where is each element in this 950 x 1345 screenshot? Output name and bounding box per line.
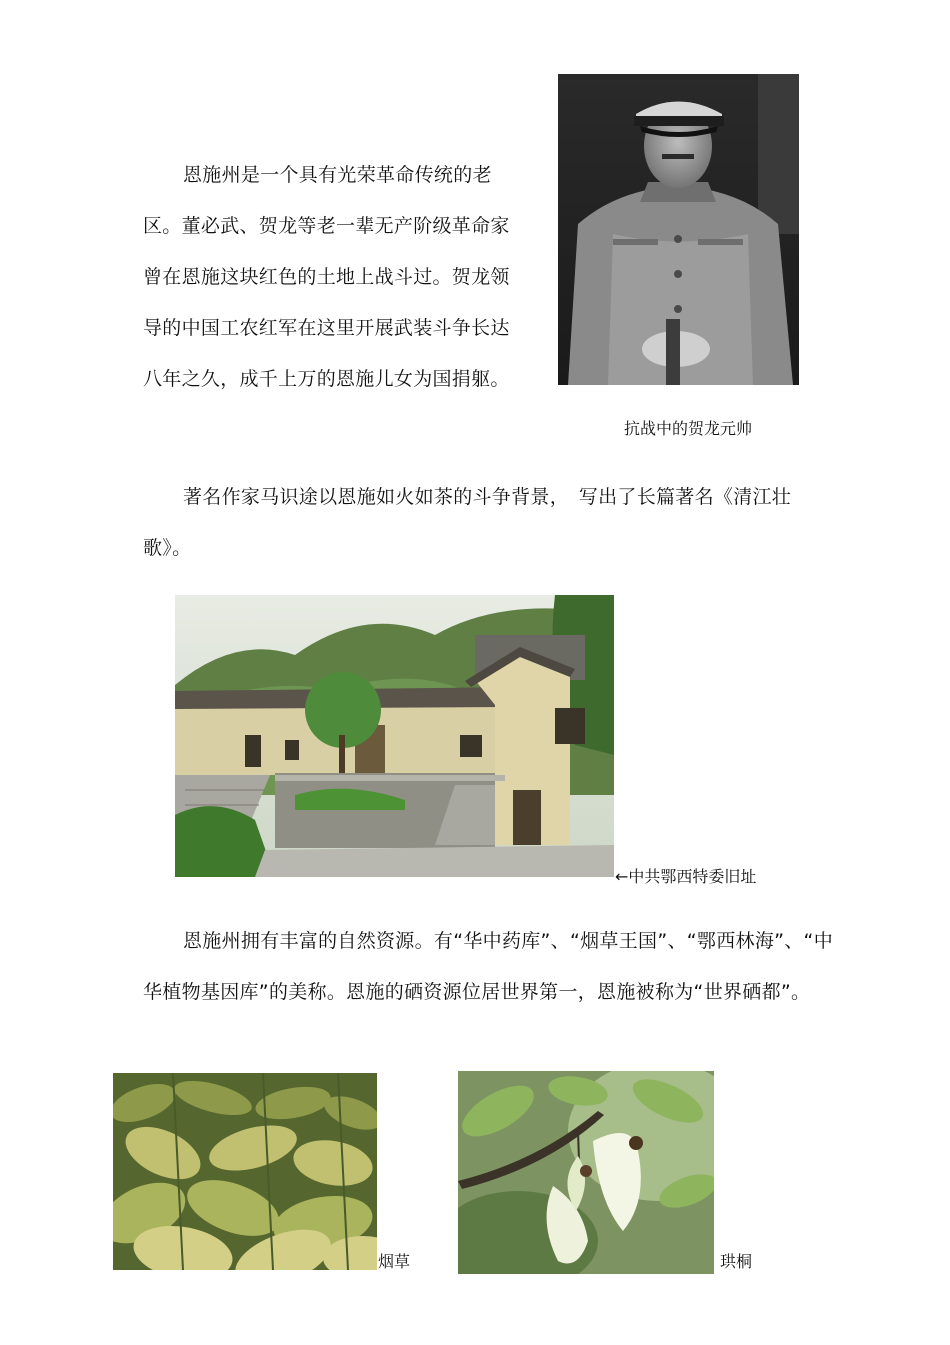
photo-tobacco	[113, 1073, 377, 1270]
paragraph-ma-shitu: 著名作家马识途以恩施如火如茶的斗争背景， 写出了长篇著名《清江壮歌》。	[143, 486, 792, 559]
paragraph-natural-resources: 恩施州拥有丰富的自然资源。有“华中药库”、“烟草王国”、“鄂西林海”、“中华植物基因库”的美称。恩施的硒资源位居世界第一，恩施被称为“世界硒都”。	[143, 930, 834, 1003]
caption-dove-tree: 珙桐	[720, 1252, 753, 1271]
photo-former-site-building	[175, 595, 614, 877]
caption-tobacco: 烟草	[378, 1252, 411, 1271]
portrait-photo-he-long	[558, 74, 799, 385]
paragraph-revolution-history: 恩施州是一个具有光荣革命传统的老区。董必武、贺龙等老一辈无产阶级革命家曾在恩施这块红色的土地上战斗过。贺龙领导的中国工农红军在这里开展武装斗争长达八年之久，成千上万的恩施儿女为国捐躯。	[143, 164, 510, 390]
photo-dove-tree	[458, 1071, 714, 1274]
caption-building: ←中共鄂西特委旧址	[615, 867, 757, 886]
caption-portrait: 抗战中的贺龙元帅	[624, 419, 753, 438]
